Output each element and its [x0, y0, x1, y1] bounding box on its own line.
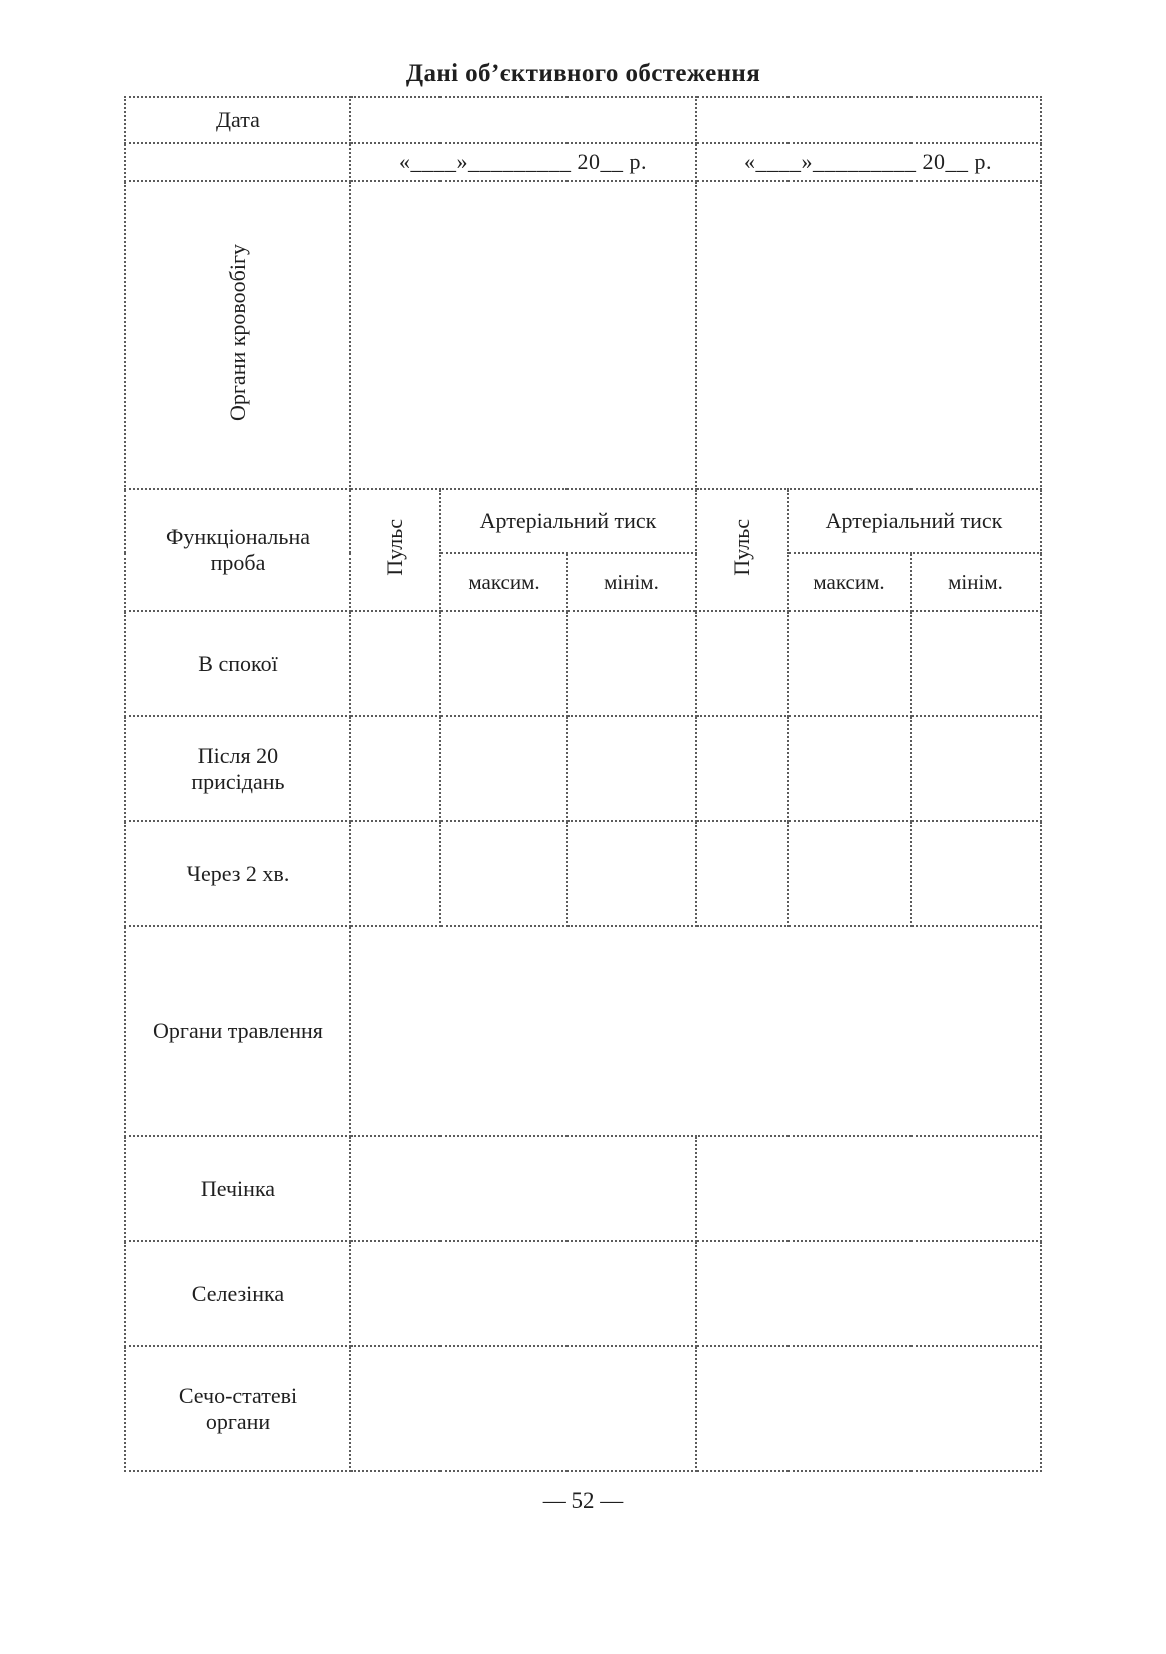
date-blank-2: «____»_________ 20__ р. [696, 143, 1041, 181]
liver-row [125, 1136, 1040, 1241]
entry-cell [696, 611, 788, 716]
digestive-row [125, 926, 1040, 1136]
entry-cell [440, 611, 567, 716]
at-rest-label: В спокої [125, 611, 350, 716]
entry-cell [696, 716, 788, 821]
entry-cell [440, 821, 567, 926]
date-entry-cell-2 [696, 97, 1041, 143]
entry-cell [788, 611, 911, 716]
after-squats-row [125, 716, 1040, 821]
urogenital-entry-cell-1 [350, 1346, 695, 1471]
entry-cell [350, 716, 440, 821]
at-rest-row [125, 611, 1040, 716]
min-label-1: мінім. [567, 553, 695, 611]
date-row [125, 97, 1040, 143]
liver-entry-cell-2 [696, 1136, 1041, 1241]
circulatory-row [125, 181, 1040, 489]
entry-cell [911, 611, 1041, 716]
entry-cell [911, 821, 1041, 926]
spleen-entry-cell-1 [350, 1241, 695, 1346]
after-2-min-row [125, 821, 1040, 926]
date-entry-cell-1 [350, 97, 695, 143]
entry-cell [567, 611, 695, 716]
pulse-label: Пульс [382, 518, 408, 576]
entry-cell [567, 716, 695, 821]
urogenital-row [125, 1346, 1040, 1471]
urogenital-entry-cell-2 [696, 1346, 1041, 1471]
max-label-2: максим. [788, 553, 911, 611]
digestive-label: Органи травлення [125, 926, 350, 1136]
arterial-pressure-label-2: Артеріальний тиск [788, 489, 1041, 553]
digestive-entry-cell [350, 926, 1040, 1136]
date-blank-1: «____»_________ 20__ р. [350, 143, 695, 181]
page-number: — 52 — [542, 1488, 624, 1513]
arterial-pressure-label-1: Артеріальний тиск [440, 489, 695, 553]
entry-cell [788, 821, 911, 926]
entry-cell [911, 716, 1041, 821]
spleen-label: Селезінка [125, 1241, 350, 1346]
page-title: Дані об’єктивного обстеження [405, 60, 761, 87]
after-squats-label: Після 20 присідань [125, 716, 350, 821]
spleen-row [125, 1241, 1040, 1346]
entry-cell [696, 821, 788, 926]
functional-test-label: Функціональна проба [125, 489, 350, 611]
pulse-label-cell-2 [696, 489, 788, 611]
empty-cell [125, 143, 350, 181]
entry-cell [567, 821, 695, 926]
date-blank-row [125, 143, 1040, 181]
spleen-entry-cell-2 [696, 1241, 1041, 1346]
entry-cell [788, 716, 911, 821]
entry-cell [350, 821, 440, 926]
circulatory-entry-cell-1 [350, 181, 695, 489]
min-label-2: мінім. [911, 553, 1041, 611]
circulatory-label-cell [125, 181, 350, 489]
liver-entry-cell-1 [350, 1136, 695, 1241]
examination-table [124, 96, 1041, 1472]
circulatory-label: Органи кровообігу [224, 243, 250, 421]
max-label-1: максим. [440, 553, 567, 611]
entry-cell [440, 716, 567, 821]
after-2-min-label: Через 2 хв. [125, 821, 350, 926]
pulse-label: Пульс [728, 518, 754, 576]
pulse-label-cell-1 [350, 489, 440, 611]
pressure-header-row [125, 489, 1040, 553]
entry-cell [350, 611, 440, 716]
liver-label: Печінка [125, 1136, 350, 1241]
circulatory-entry-cell-2 [696, 181, 1041, 489]
urogenital-label: Сечо-статеві органи [125, 1346, 350, 1471]
date-label: Дата [125, 97, 350, 143]
